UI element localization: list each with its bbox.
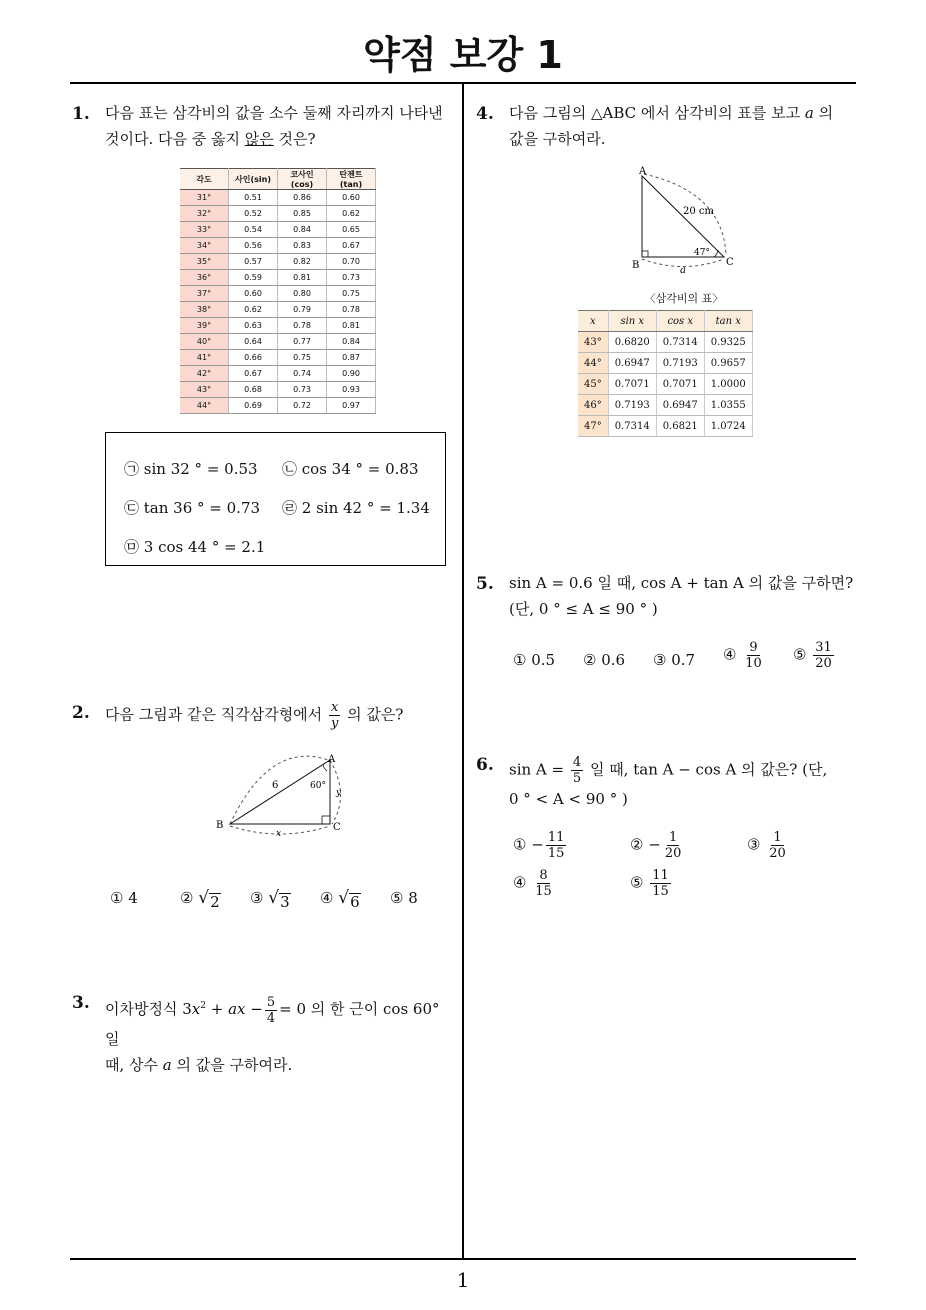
table-row	[180, 222, 376, 238]
table-row	[180, 334, 376, 350]
q1-table-cell: 37°	[180, 286, 229, 302]
q2-label-b: B	[216, 820, 224, 831]
q3-number: 3.	[72, 993, 90, 1013]
q3-line1: 이차방정식 $3x^2$ + ax − $\frac{5}{4}$ = 0 의 한 근이 cos 60° 일	[105, 994, 440, 1048]
q4-table-cell: 0.7071	[608, 374, 656, 395]
q1-table-cell: 0.65	[327, 222, 376, 238]
page-title: 약점 보강 1	[363, 33, 563, 77]
table-row	[578, 416, 752, 437]
q1-table-cell: 0.86	[278, 190, 327, 206]
q1-table-cell: 0.54	[229, 222, 278, 238]
q6-number: 6.	[476, 755, 494, 775]
q5-line1: sin A = 0.6 일 때, cos A + tan A 의 값을 구하면?	[509, 574, 854, 592]
q2-label-a: A	[328, 754, 336, 765]
table-row	[578, 374, 752, 395]
q4-table-cell: 47°	[578, 416, 608, 437]
q4-table-cell: 45°	[578, 374, 608, 395]
q1-table-cell: 0.75	[327, 286, 376, 302]
q1-table-cell: 35°	[180, 254, 229, 270]
q1-table-cell: 0.72	[278, 398, 327, 414]
q1-table-cell: 40°	[180, 334, 229, 350]
q5-choice-2[interactable]: ② 0.6	[583, 651, 626, 669]
table-row	[578, 332, 752, 353]
q4-table-cell: 46°	[578, 395, 608, 416]
q4-label-hyp: 20 cm	[683, 206, 714, 217]
q6-fraction: $\frac{4}{5}$	[572, 755, 582, 786]
q4-table-cell: 0.6821	[656, 416, 704, 437]
q1-table-cell: 0.67	[229, 366, 278, 382]
q5-text	[509, 570, 854, 622]
q1-choice-4[interactable]: ㉣ 2 sin 42 ° = 1.34	[282, 499, 430, 517]
q4-table-cell: 1.0355	[704, 395, 752, 416]
q1-table-cell: 0.62	[229, 302, 278, 318]
q1-table-cell: 41°	[180, 350, 229, 366]
q4-line1: 다음 그림의 △ABC 에서 삼각비의 표를 보고 a 의	[509, 104, 834, 122]
q3-text	[105, 993, 455, 1078]
q1-table-cell: 0.60	[229, 286, 278, 302]
q1-table-cell: 33°	[180, 222, 229, 238]
page-number: 1	[456, 1268, 470, 1292]
table-row	[180, 366, 376, 382]
q1-table-cell: 0.62	[327, 206, 376, 222]
q2-triangle-figure	[210, 750, 360, 840]
q1-table-cell: 0.78	[327, 302, 376, 318]
q4-table-cell: 0.7071	[656, 374, 704, 395]
q1-table-cell: 0.70	[327, 254, 376, 270]
q1-table-cell: 0.81	[278, 270, 327, 286]
q1-table-cell: 0.59	[229, 270, 278, 286]
q1-table-cell: 0.82	[278, 254, 327, 270]
q4-label-angle: 47°	[694, 248, 710, 258]
q1-table-cell: 38°	[180, 302, 229, 318]
column-divider	[462, 83, 464, 1259]
q1-line2-a: 것이다. 다음 중 옳지	[105, 130, 245, 148]
table-row	[180, 302, 376, 318]
q4-table-cell: 43°	[578, 332, 608, 353]
table-row	[180, 318, 376, 334]
q1-table-cell: 0.87	[327, 350, 376, 366]
q1-table-cell: 0.51	[229, 190, 278, 206]
q4-table-caption: 〈삼각비의 표〉	[644, 292, 724, 305]
q2-label-six: 6	[272, 780, 279, 791]
q1-table-cell: 0.56	[229, 238, 278, 254]
q4-table-cell: 0.9325	[704, 332, 752, 353]
q2-choice-2[interactable]: ② √ 2	[180, 888, 220, 911]
q4-table-cell: 0.7314	[608, 416, 656, 437]
q1-table-cell: 39°	[180, 318, 229, 334]
q1-table-cell: 0.80	[278, 286, 327, 302]
q1-table-cell: 34°	[180, 238, 229, 254]
q2-choice-5[interactable]: ⑤ 8	[390, 889, 418, 907]
q5-choices	[513, 640, 853, 680]
q4-table-cell: 1.0724	[704, 416, 752, 437]
q1-table-cell: 0.73	[327, 270, 376, 286]
q1-table-cell: 36°	[180, 270, 229, 286]
q4-text	[509, 100, 854, 152]
table-row	[180, 398, 376, 414]
q2-choice-3[interactable]: ③ √ 3	[250, 888, 290, 911]
q1-table-cell: 42°	[180, 366, 229, 382]
q5-choice-1[interactable]: ① 0.5	[513, 651, 556, 669]
q1-line1: 다음 표는 삼각비의 값을 소수 둘째 자리까지 나타낸	[105, 104, 443, 122]
q6-text	[509, 755, 854, 812]
q4-table-cell: 0.7193	[656, 353, 704, 374]
table-row	[180, 190, 376, 206]
q4-table-cell: 0.6947	[656, 395, 704, 416]
q6-choice-4[interactable]: ④ $\frac{8}{15}$	[513, 868, 552, 899]
q1-table-cell: 0.79	[278, 302, 327, 318]
q1-table-cell: 0.60	[327, 190, 376, 206]
q4-table-cell: 0.7314	[656, 332, 704, 353]
q1-table-cell: 0.83	[278, 238, 327, 254]
q1-table-cell: 0.84	[327, 334, 376, 350]
q4-triangle-figure	[628, 162, 748, 277]
table-row	[180, 350, 376, 366]
q1-table-cell: 0.73	[278, 382, 327, 398]
q1-line2	[105, 126, 455, 152]
q6-choice-3[interactable]: ③ $\frac{1}{20}$	[747, 830, 786, 861]
table-row	[180, 238, 376, 254]
q4-label-a: A	[639, 166, 647, 177]
q4-number: 4.	[476, 104, 494, 124]
q1-table-cell: 43°	[180, 382, 229, 398]
q1-choice-2[interactable]: ㉡ cos 34 ° = 0.83	[282, 460, 419, 478]
table-row	[180, 270, 376, 286]
table-row	[180, 254, 376, 270]
q5-number: 5.	[476, 574, 494, 594]
q4-label-c: C	[726, 257, 734, 268]
q4-table-cell: 1.0000	[704, 374, 752, 395]
q6-choice-5[interactable]: ⑤ $\frac{11}{15}$	[630, 868, 669, 899]
q1-table-header-1: 사인(sin)	[229, 169, 278, 190]
q2-label-y: y	[336, 788, 342, 798]
q1-table-cell: 0.97	[327, 398, 376, 414]
q1-trig-table	[180, 168, 376, 414]
q4-table-header-0: x	[578, 311, 608, 332]
q1-text	[105, 100, 455, 152]
q4-table-header-2: cos x	[656, 311, 704, 332]
q2-text	[105, 700, 455, 731]
q1-number: 1.	[72, 104, 90, 124]
table-row	[578, 353, 752, 374]
q3-line2: 때, 상수 a 의 값을 구하여라.	[105, 1055, 293, 1074]
q1-table-cell: 0.57	[229, 254, 278, 270]
q6-line1: sin A = $\frac{4}{5}$ 일 때, tan A − cos A 의 값은? (단,	[509, 755, 828, 786]
q1-table-cell: 0.52	[229, 206, 278, 222]
table-row	[578, 395, 752, 416]
q4-table-header-3: tan x	[704, 311, 752, 332]
q6-choice-2[interactable]: ② − $\frac{1}{20}$	[630, 830, 682, 861]
q1-table-cell: 32°	[180, 206, 229, 222]
q1-table-cell: 31°	[180, 190, 229, 206]
table-row	[180, 206, 376, 222]
q1-table-header-2: 코사인(cos)	[278, 169, 327, 190]
q4-table-cell: 0.6820	[608, 332, 656, 353]
q4-table-cell: 44°	[578, 353, 608, 374]
bottom-rule	[70, 1258, 856, 1260]
q1-table-cell: 44°	[180, 398, 229, 414]
q1-table-header-0: 각도	[180, 169, 229, 190]
q1-underlined-word: 않은	[244, 130, 274, 148]
q6-choices	[513, 830, 853, 910]
q1-table-cell: 0.75	[278, 350, 327, 366]
q1-table-cell: 0.85	[278, 206, 327, 222]
q4-table-cell: 0.6947	[608, 353, 656, 374]
q2-choice-4[interactable]: ④ √ 6	[320, 888, 360, 911]
q1-table-cell: 0.81	[327, 318, 376, 334]
q1-table-cell: 0.78	[278, 318, 327, 334]
q1-table-cell: 0.90	[327, 366, 376, 382]
q4-table-cell: 0.9657	[704, 353, 752, 374]
q2-number: 2.	[72, 703, 90, 723]
q1-table-cell: 0.74	[278, 366, 327, 382]
q2-text-b: 의 값은?	[347, 705, 404, 724]
q4-trig-table	[578, 310, 753, 437]
q1-table-cell: 0.93	[327, 382, 376, 398]
q1-table-cell: 0.66	[229, 350, 278, 366]
q1-table-cell: 0.63	[229, 318, 278, 334]
q2-label-angle: 60°	[310, 781, 326, 791]
table-row	[180, 382, 376, 398]
q1-choice-box	[105, 432, 446, 566]
q2-label-c: C	[333, 822, 341, 833]
q1-table-header-3: 탄젠트(tan)	[327, 169, 376, 190]
q4-label-b: B	[632, 260, 640, 271]
q2-text-a: 다음 그림과 같은 직각삼각형에서	[105, 705, 323, 724]
q5-choice-3[interactable]: ③ 0.7	[653, 651, 696, 669]
table-row	[180, 286, 376, 302]
q6-line2: 0 ° < A < 90 ° )	[509, 790, 628, 808]
q5-choice-4[interactable]: ④ $\frac{9}{10}$	[723, 640, 762, 671]
q1-choice-1[interactable]: ㉠ sin 32 ° = 0.53	[124, 460, 258, 478]
q5-line2: (단, 0 ° ≤ A ≤ 90 ° )	[509, 600, 658, 618]
q1-choice-5[interactable]: ㉤ 3 cos 44 ° = 2.1	[124, 538, 266, 556]
q1-table-cell: 0.64	[229, 334, 278, 350]
q4-line2: 값을 구하여라.	[509, 130, 606, 148]
q2-fraction: $\frac{x}{y}$	[330, 700, 339, 731]
q4-table-cell: 0.7193	[608, 395, 656, 416]
q1-table-cell: 0.84	[278, 222, 327, 238]
q1-choice-3[interactable]: ㉢ tan 36 ° = 0.73	[124, 499, 261, 517]
q2-label-x: x	[276, 829, 282, 839]
q1-line2-b: 것은?	[273, 130, 316, 148]
q2-choice-1[interactable]: ① 4	[110, 889, 138, 907]
q1-table-cell: 0.77	[278, 334, 327, 350]
q4-label-side-a: a	[680, 265, 686, 276]
q4-table-header-1: sin x	[608, 311, 656, 332]
q1-table-cell: 0.68	[229, 382, 278, 398]
q1-table-cell: 0.67	[327, 238, 376, 254]
q1-table-cell: 0.69	[229, 398, 278, 414]
q5-choice-5[interactable]: ⑤ $\frac{31}{20}$	[793, 640, 832, 671]
q3-fraction: $\frac{5}{4}$	[266, 994, 276, 1026]
q6-choice-1[interactable]: ① − $\frac{11}{15}$	[513, 830, 565, 861]
